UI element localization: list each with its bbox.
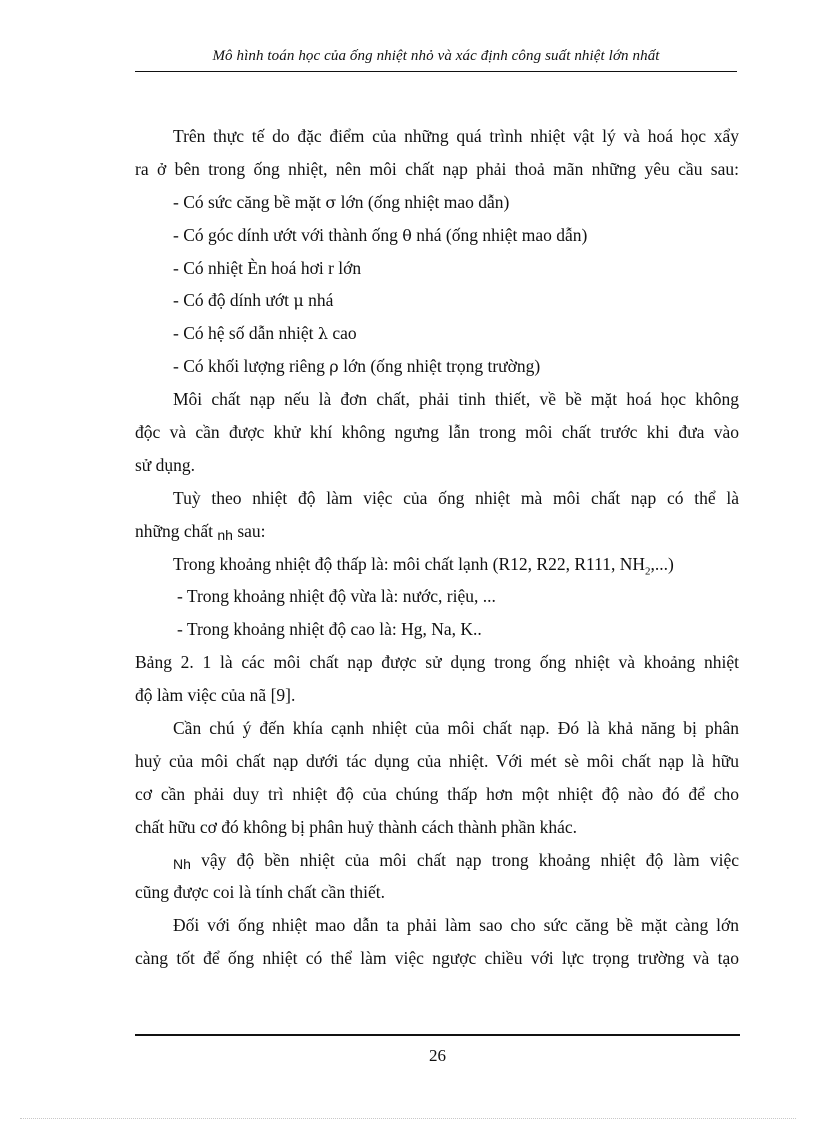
- footer-rule: [135, 1034, 740, 1036]
- list-item: - Có góc dính ướt với thành ống θ nhá (ống nhiệt mao dẫn): [173, 224, 588, 245]
- theta-symbol: θ: [402, 225, 412, 245]
- sigma-symbol: σ: [325, 192, 337, 212]
- paragraph-line: Trên thực tế do đặc điểm của những quá trình nhiệt vật lý và hoá học xẩy: [173, 126, 739, 146]
- paragraph-line: sử dụng.: [135, 454, 196, 475]
- paragraph-line: Môi chất nạp nếu là đơn chất, phải tinh thiết, về bề mặt hoá học không: [173, 389, 739, 410]
- list-item: - Trong khoảng nhiệt độ cao là: Hg, Na, K..: [177, 619, 482, 640]
- list-item: - Có khối lượng riêng ρ lớn (ống nhiệt trọng trường): [173, 356, 541, 377]
- paragraph-line: những chất nh sau:: [135, 520, 266, 543]
- paragraph-line: độc và cần được khử khí không ngưng lẫn trong môi chất trước khi đưa vào: [135, 422, 739, 443]
- list-item: - Có nhiệt Èn hoá hơi r lớn: [173, 257, 362, 278]
- mu-symbol: μ: [293, 291, 304, 311]
- paragraph-line: Bảng 2. 1 là các môi chất nạp được sử dụng trong ống nhiệt và khoảng nhiệt: [135, 652, 739, 673]
- paragraph-line: Đối với ống nhiệt mao dẫn ta phải làm sao cho sức căng bề mặt càng lớn: [173, 915, 739, 936]
- paragraph-line: huỷ của môi chất nạp dưới tác dụng của nhiệt. Với mét sè môi chất nạp là hữu: [135, 750, 739, 771]
- list-item: - Có hệ số dẫn nhiệt λ cao: [173, 323, 357, 344]
- list-item: - Trong khoảng nhiệt độ vừa là: nước, riệu, ...: [177, 586, 496, 607]
- list-item: - Có sức căng bề mặt σ lớn (ống nhiệt mao dẫn): [173, 191, 510, 212]
- page-number: 26: [429, 1046, 446, 1065]
- rho-symbol: ρ: [329, 357, 339, 377]
- paragraph-line: độ làm việc của nã [9].: [135, 685, 296, 706]
- paragraph-line: Nh vậy độ bền nhiệt của môi chất nạp trong khoảng nhiệt độ làm việc: [173, 849, 739, 872]
- paragraph-line: Tuỳ theo nhiệt độ làm việc của ống nhiệt mà môi chất nạp có thể là: [173, 487, 739, 508]
- paragraph-line: chất hữu cơ đó không bị phân huỷ thành cách thành phần khác.: [135, 816, 578, 837]
- paragraph-line: càng tốt để ống nhiệt có thể làm việc ngược chiều với lực trọng trường và tạo: [135, 948, 739, 969]
- page-bottom-dotted-border: [20, 1118, 796, 1119]
- paragraph-line: cơ cần phải duy trì nhiệt độ của chúng thấp hơn một nhiệt độ nào đó để cho: [135, 783, 739, 804]
- running-header: Mô hình toán học của ống nhiệt nhỏ và xác định công suất nhiệt lớn nhất: [212, 48, 660, 64]
- header-rule: [135, 71, 737, 72]
- body-text: [135, 120, 739, 975]
- paragraph-line: cũng được coi là tính chất cần thiết.: [135, 882, 386, 903]
- lambda-symbol: λ: [317, 324, 328, 344]
- list-item: Trong khoảng nhiệt độ thấp là: môi chất lạnh (R12, R22, R111, $NH_2$,...): [173, 553, 674, 578]
- paragraph-line: ra ở bên trong ống nhiệt, nên môi chất nạp phải thoả mãn những yêu cầu sau:: [135, 158, 739, 179]
- list-item: - Có độ dính ướt μ nhá: [173, 290, 334, 311]
- paragraph-line: Cần chú ý đến khía cạnh nhiệt của môi chất nạp. Đó là khả năng bị phân: [173, 718, 739, 739]
